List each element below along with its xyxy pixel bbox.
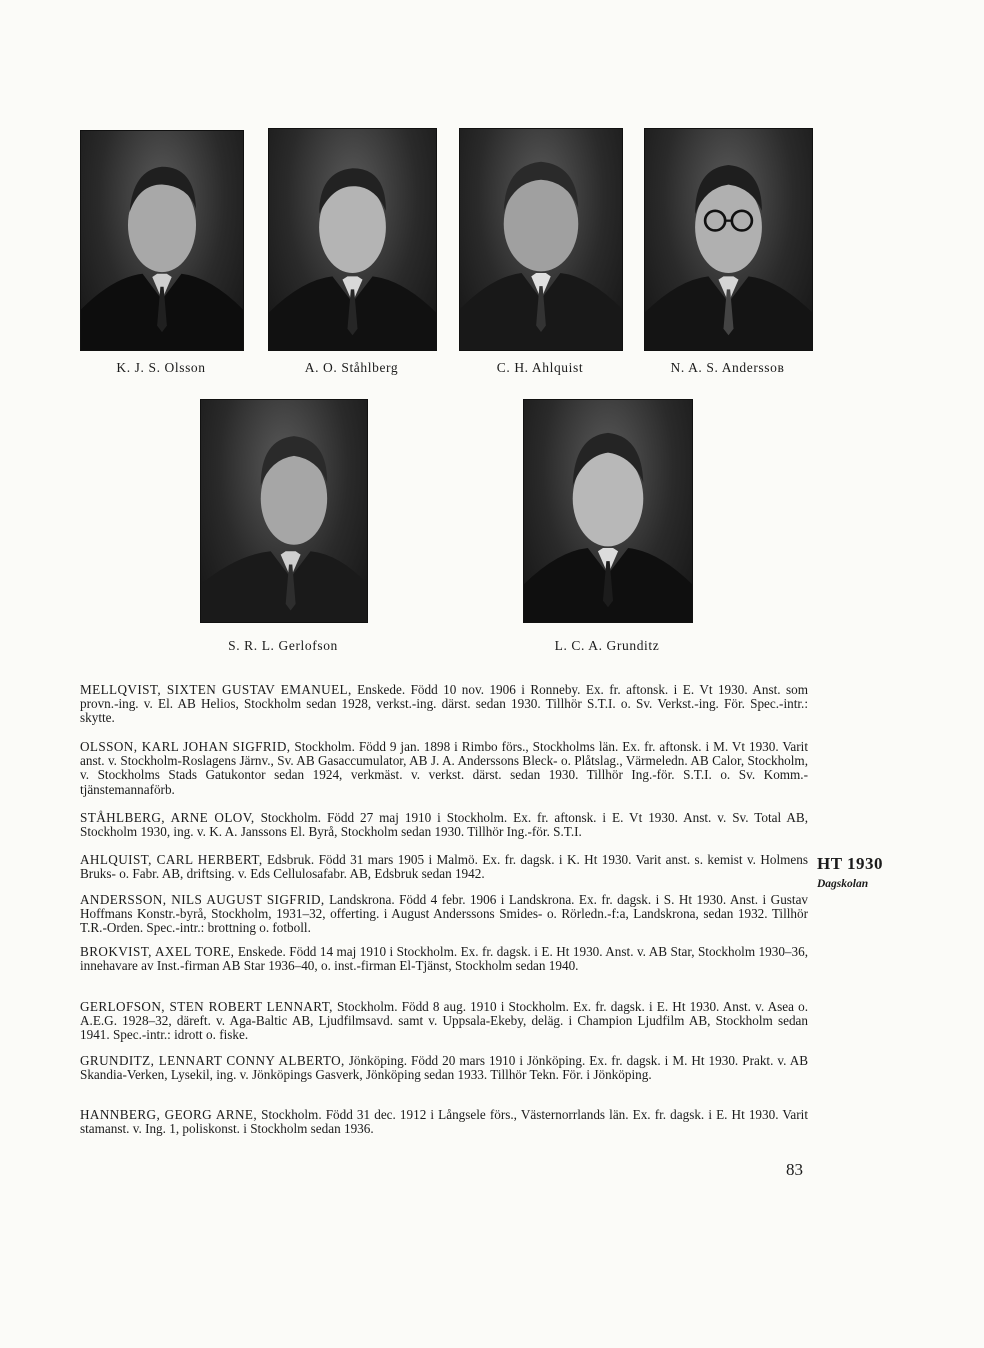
entry-text: Jönköping. Född 20 mars 1910 i Jönköping. Ex. fr. dagsk. i M. Ht 1930. Prakt. v. AB Skandia-Verken, Lysekil, ing. v. Jönköpings Gasverk, Jönköping sedan 1933. Tillhör Tekn. För. i Jönköping. bbox=[80, 1053, 809, 1083]
portrait-silhouette bbox=[524, 400, 692, 622]
portrait-caption: N. A. S. Anderssoв bbox=[670, 360, 785, 375]
bio-entry bbox=[80, 1108, 808, 1136]
bio-entry bbox=[80, 893, 808, 936]
entry-text: Stockholm. Född 27 maj 1910 i Stockholm. Ex. fr. aftonsk. i E. Vt 1930. Anst. v. Sv. Total AB, Stockholm 1930, ing. v. K. A. Janssons El. Byrå, Stockholm sedan 1930. Tillhör Ing.-för. S.T.I. bbox=[80, 810, 808, 840]
entry-text: Stockholm. Född 8 aug. 1910 i Stockholm. Ex. fr. dagsk. i E. Ht 1930. Anst. v. Asea o. A.E.G. 1928–32, däreft. v. Aga-Baltic AB, Ljudfilmsavd. samt v. Uppsala-Ekeby, deläg. i Champion Ljudfilm AB, Stockholm sedan 1941. Spec.-intr.: idrott o. fiske. bbox=[80, 999, 809, 1043]
bio-entry bbox=[80, 1000, 808, 1043]
portrait-photo-andersson bbox=[644, 128, 813, 351]
portrait-photo-grunditz bbox=[523, 399, 693, 623]
bio-entry bbox=[80, 853, 808, 881]
section-marker-title: HT 1930 bbox=[817, 854, 884, 873]
portrait-photo-stahlberg bbox=[268, 128, 437, 351]
entry-name: OLSSON, KARL JOHAN SIGFRID, bbox=[80, 739, 291, 754]
portrait-photo-ahlquist bbox=[459, 128, 623, 351]
bio-entry bbox=[80, 811, 808, 839]
portrait-silhouette bbox=[269, 129, 436, 350]
bio-entry bbox=[80, 683, 808, 726]
entry-text: Landskrona. Född 4 febr. 1906 i Landskrona. Ex. fr. dagsk. i S. Ht 1930. Anst. i Gustav Hoffmans Konstr.-byrå, Stockholm, 1931–32, offerting. i August Anderssons Smides- o. Rörledn.-f:a, Landskrona, sedan 1932. Tillhör T.R.-Orden. Spec.-intr.: brottning o. fotboll. bbox=[80, 892, 809, 936]
entry-text: Stockholm. Född 9 jan. 1898 i Rimbo förs., Stockholms län. Ex. fr. aftonsk. i M. Vt 1930. Varit anst. v. Stockholm-Roslagens Järnv., Sv. AB Gasaccumulator, AB J. A. Anderssons Bleck- o. Plåtslag., Värmeledn. AB Calor, Stockholm, v. Stockholms Stads Gatukontor sedan 1924, verkmäst. v. verkst. därst. sedan 1930. Tillhör Ing.-för. S.T.I. o. Sv. Komm.-tjänstemannaförb. bbox=[80, 739, 808, 797]
entry-name: GRUNDITZ, LENNART CONNY ALBERTO, bbox=[80, 1053, 345, 1068]
entry-name: AHLQUIST, CARL HERBERT, bbox=[80, 852, 263, 867]
bio-entry bbox=[80, 740, 808, 797]
entry-text: Enskede. Född 10 nov. 1906 i Ronneby. Ex. fr. aftonsk. i E. Vt 1930. Anst. som provn.-ing. v. El. AB Helios, Stockholm sedan 1928, verkst.-ing. därst. sedan 1930. Tillhör S.T.I. o. Sv. Verkst.-ing. För. Spec.-intr.: skytte. bbox=[80, 682, 808, 726]
entry-name: BROKVIST, AXEL TORE, bbox=[80, 944, 235, 959]
portrait-silhouette bbox=[201, 400, 367, 622]
portrait-photo-olsson bbox=[80, 130, 244, 351]
bio-entry bbox=[80, 945, 808, 973]
page-number: 83 bbox=[786, 1160, 803, 1179]
entry-text: Enskede. Född 14 maj 1910 i Stockholm. Ex. fr. dagsk. i E. Ht 1930. Anst. v. AB Star, Stockholm 1930–36, innehavare av Inst.-firman AB Star 1936–40, o. inst.-firman El-Tjänst, Stockholm sedan 1940. bbox=[80, 944, 809, 974]
portrait-caption: K. J. S. Olsson bbox=[116, 360, 206, 375]
portrait-photo-gerlofson bbox=[200, 399, 368, 623]
entry-name: ANDERSSON, NILS AUGUST SIGFRID, bbox=[80, 892, 325, 907]
entry-name: GERLOFSON, STEN ROBERT LENNART, bbox=[80, 999, 333, 1014]
entry-name: MELLQVIST, SIXTEN GUSTAV EMANUEL, bbox=[80, 682, 352, 697]
portrait-caption: A. O. Ståhlberg bbox=[304, 360, 399, 375]
bio-entry bbox=[80, 1054, 808, 1082]
portrait-caption: L. C. A. Grunditz bbox=[554, 638, 660, 653]
entry-name: HANNBERG, GEORG ARNE, bbox=[80, 1107, 258, 1122]
entry-text: Stockholm. Född 31 dec. 1912 i Långsele förs., Västernorrlands län. Ex. fr. dagsk. i E. Ht 1930. Varit stamanst. v. Ing. 1, poliskonst. i Stockholm sedan 1936. bbox=[80, 1107, 808, 1137]
section-marker-subtitle: Dagskolan bbox=[817, 878, 869, 890]
entry-name: STÅHLBERG, ARNE OLOV, bbox=[80, 810, 255, 825]
portrait-caption: S. R. L. Gerlofson bbox=[228, 638, 338, 653]
portrait-caption: C. H. Ahlquist bbox=[496, 360, 584, 375]
portrait-silhouette bbox=[645, 129, 812, 350]
portrait-silhouette bbox=[81, 131, 243, 350]
portrait-silhouette bbox=[460, 129, 622, 350]
entry-text: Edsbruk. Född 31 mars 1905 i Malmö. Ex. fr. dagsk. i K. Ht 1930. Varit anst. s. kemist v. Holmens Bruks- o. Fabr. AB, driftsing. v. Eds Cellulosafabr. AB, Edsbruk sedan 1942. bbox=[80, 852, 808, 882]
